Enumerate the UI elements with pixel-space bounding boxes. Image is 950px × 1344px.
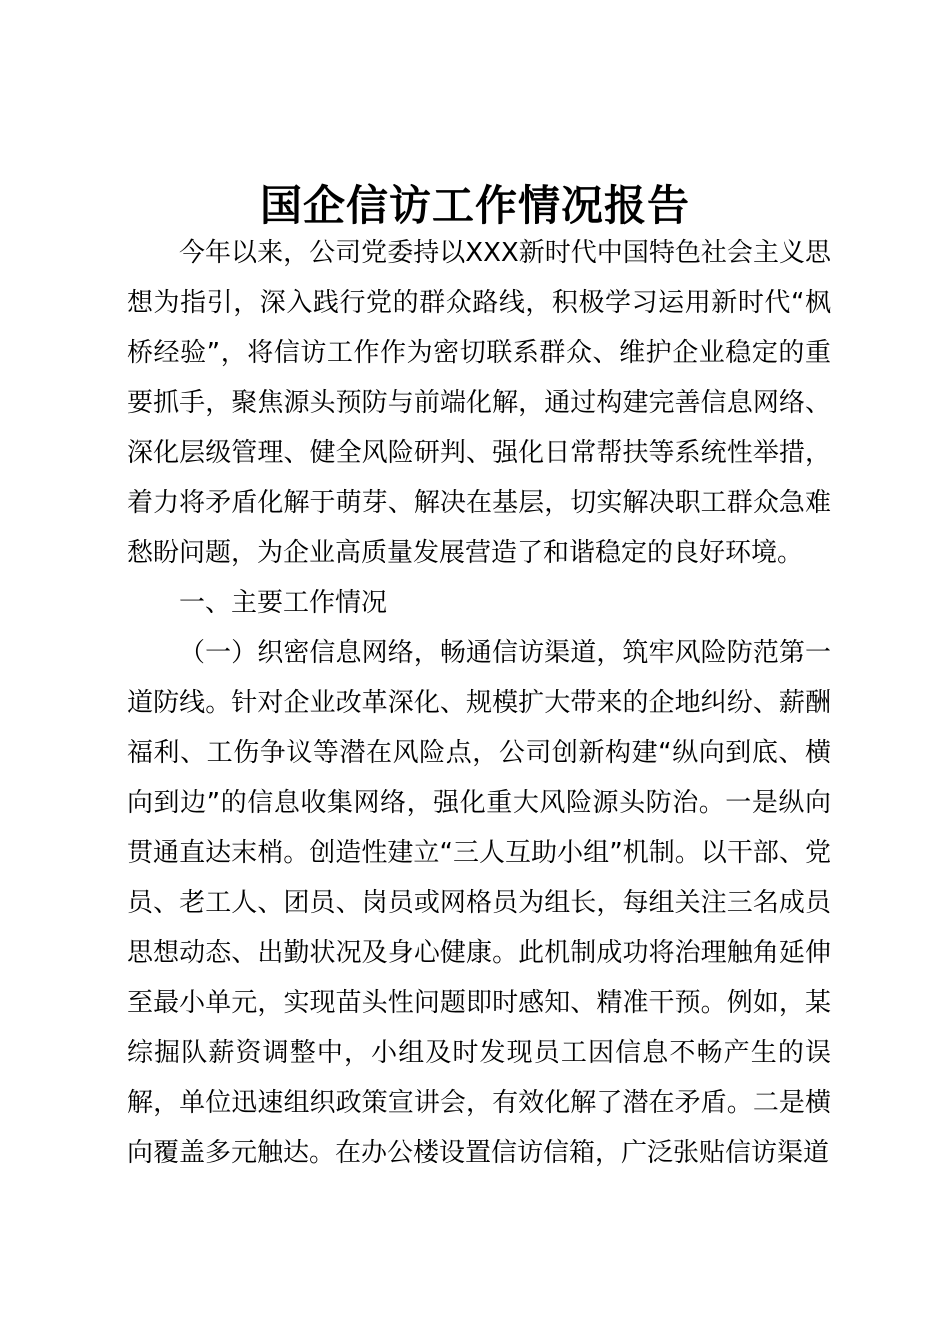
document-title: 国企信访工作情况报告 — [259, 181, 690, 230]
intro-paragraph: 今年以来，公司党委持以XXX新时代中国特色社会主义思想为指引，深入践行党的群众路线，积极学习运用新时代“枫桥经验”，将信访工作作为密切联系群众、维护企业稳定的重要抓手，聚焦源头预防与前端化解，通过构建完善信息网络、深化层级管理、健全风险研判、强化日常帮扶等系统性举措，着力将矛盾化解于萌芽、解决在基层，切实解决职工群众急难愁盼问题，为企业高质量发展营造了和谐稳定的良好环境。 — [127, 238, 831, 568]
body-paragraph: （一）织密信息网络，畅通信访渠道，筑牢风险防范第一道防线。针对企业改革深化、规模扩大带来的企地纠纷、薪酬福利、工伤争议等潜在风险点，公司创新构建“纵向到底、横向到边”的信息收集网络，强化重大风险源头防治。一是纵向贯通直达末梢。创造性建立“三人互助小组”机制。以干部、党员、老工人、团员、岗员或网格员为组长，每组关注三名成员思想动态、出勤状况及身心健康。此机制成功将治理触角延伸至最小单元，实现苗头性问题即时感知、精准干预。例如，某综掘队薪资调整中，小组及时发现员工因信息不畅产生的误解，单位迅速组织政策宣讲会，有效化解了潜在矛盾。二是横向覆盖多元触达。在办公楼设置信访信箱，广泛张贴信访渠道 — [127, 638, 831, 1168]
section-heading: 一、主要工作情况 — [179, 588, 388, 618]
document-body — [127, 228, 831, 1178]
